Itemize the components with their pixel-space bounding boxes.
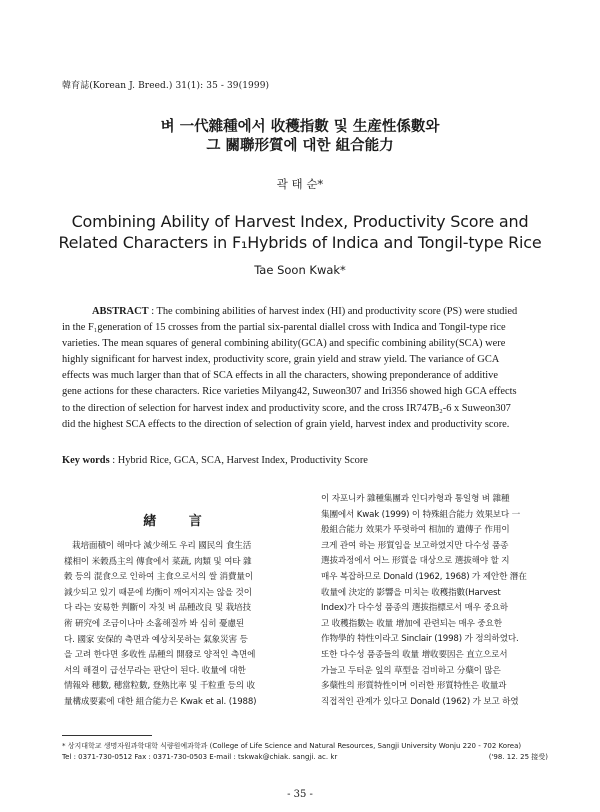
english-author: Tae Soon Kwak* [254,263,346,277]
keywords-label: Key words [62,455,110,466]
contact-text: Tel : 0371-730-0512 Fax : 0371-730-0503 E-mail : tskwak@chiak. sangji. ac. kr [62,753,338,761]
right-text-column [321,492,563,710]
body-line: 樣相이 米穀爲主의 傳食에서 菜蔬, 肉類 및 여타 雜 [64,556,252,567]
body-line: 을 고려 한다면 多收性 品種의 開發로 양적인 측면에 [64,650,256,661]
abstract-line: did the highest SCA effects to the direction of selection of grain yield, harvest index and productivity score. [62,418,510,430]
body-line: 다. 國家 安保的 측면과 예상치못하는 氣象災害 등 [64,634,248,645]
korean-title-line-2: 그 關聯形質에 대한 組合能力 [206,137,394,154]
body-line: 직접적인 관계가 있다고 Donald (1962) 가 보고 하였 [321,696,519,707]
body-line: Index)가 다수성 품종의 選拔指標로서 매우 중요하 [321,603,508,614]
body-line: 量構成要素에 대한 組合能力은 Kwak et al. (1988) [64,696,257,707]
left-text-column [64,539,306,711]
body-line: 多蘖性의 形質特性이며 이러한 形質特性은 收量과 [321,681,507,692]
body-line: 다 라는 安易한 判斷이 자칫 벼 品種改良 및 栽培技 [64,603,251,614]
footnote-divider [62,735,152,736]
korean-author: 곽 태 순* [276,177,324,191]
abstract-line: in the F₁generation of 15 crosses from the partial six-parental diallel cross with Indica and Tongil-type rice [62,322,506,334]
body-line: 選拔과정에서 어느 形質을 대상으로 選拔해야 할 지 [321,556,510,567]
body-line: 매우 복잡하므로 Donald (1962, 1968) 가 제안한 潛在 [321,571,527,582]
body-line: 이 자포니카 雜種集團과 인디카형과 통일형 벼 雜種 [321,494,510,504]
body-line: 集團에서 Kwak (1999) 이 特殊組合能力 效果보다 一 [321,509,521,520]
abstract [62,304,548,433]
body-line: 栽培面積이 해마다 減少해도 우리 國民의 食生活 [72,541,252,551]
body-line: 術 硏究에 조금이나마 소홀해질까 봐 심히 憂慮된 [64,618,244,629]
page-number: - 35 - [287,789,313,800]
english-title-line-1: Combining Ability of Harvest Index, Productivity Score and [71,212,529,231]
body-line: 作物學的 特性이라고 Sinclair (1998) 가 정의하였다. [321,634,519,645]
footnote-contact [62,752,548,763]
body-line: 收量에 決定的 影響을 미치는 收穫指數(Harvest [321,587,501,598]
footnote-affiliation: * 상지대학교 생명자원과학대학 식량원예과학과 (College of Life Science and Natural Resources, Sangji University Wonju 220 - 702 Korea) [62,742,522,750]
body-line: 情報와 穗數, 穗當粒數, 登熟比率 및 千粒重 등의 收 [64,681,255,692]
abstract-line: gene actions for these characters. Rice varieties Milyang42, Suweon307 and Iri356 showed high GCA effects [62,386,517,398]
abstract-label: ABSTRACT [92,306,149,317]
keywords-text: : Hybrid Rice, GCA, SCA, Harvest Index, Productivity Score [109,455,368,466]
body-line: 減少되고 있기 때문에 均衡이 깨어지지는 않을 것이 [64,587,252,598]
body-line: 서의 해결이 급선무라는 판단이 된다. 收量에 대한 [64,665,246,676]
journal-citation: 韓育誌(Korean J. Breed.) 31(1): 35 - 39(1999) [62,81,270,91]
body-line: 가늘고 두터운 잎의 草型을 검비하고 分蘖이 많은 [321,665,501,676]
abstract-line: varieties. The mean squares of general combining ability(GCA) and specific combining ability(SCA) were [62,338,506,350]
received-date: ('98. 12. 25 接受) [488,753,548,761]
body-line: 크게 관여 하는 形質임을 보고하였지만 다수성 품종 [321,540,509,551]
body-line: 穀 등의 混食으로 인하여 主食으로서의 쌀 消費量이 [64,572,254,583]
korean-title-line-1: 벼 一代雜種에서 收穫指數 및 生産性係數와 [160,118,440,135]
abstract-line: ABSTRACT : The combining abilities of harvest index (HI) and productivity score (PS) were studied [92,306,518,317]
body-line: 般組合能力 效果가 뚜렷하여 相加的 遺傳子 作用이 [321,525,510,536]
keywords [62,455,368,466]
section-heading-introduction: 緖 言 [143,514,216,529]
english-title-line-2: Related Characters in F₁Hybrids of Indica and Tongil-type Rice [58,233,542,252]
abstract-line: effects was much larger than that of SCA effects in all the characters, showing preponderance of additive [62,370,498,382]
body-line: 고 收穫指數는 收量 增加에 관련되는 매우 중요한 [321,618,502,629]
abstract-line: to the direction of selection for harvest index and productivity score, and the cross IR747B₂-6 x Suweon307 [62,402,511,414]
body-line: 또한 다수성 품종들의 收量 增收要因은 直立으로서 [321,649,508,660]
abstract-line: highly significant for harvest index, productivity score, grain yield and straw yield. The variance of GCA [62,354,500,366]
